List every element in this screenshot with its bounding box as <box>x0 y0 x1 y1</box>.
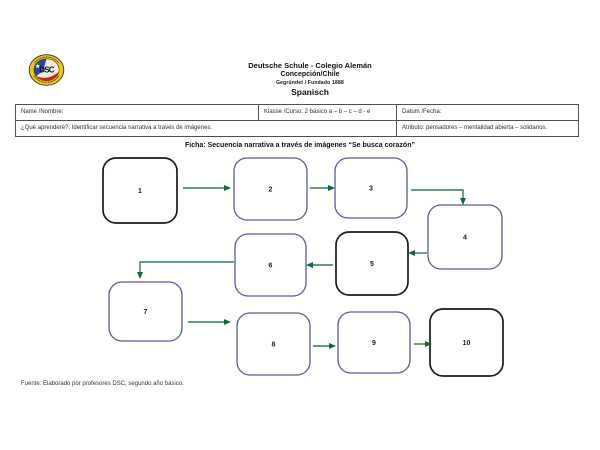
letterhead <box>10 61 600 97</box>
worksheet-title: Ficha: Secuencia narrativa a través de imágenes “Se busca corazón” <box>185 142 415 149</box>
date-field: Datum /Fecha: <box>396 105 578 120</box>
box-number-2: 2 <box>268 186 273 194</box>
arrow-6-7 <box>140 262 234 273</box>
box-number-3: 3 <box>369 185 373 193</box>
box-number-1: 1 <box>138 188 142 195</box>
attribute-field: Atributo: pensadores – mentalidad abierta – solidarios. <box>396 120 578 136</box>
subject-title: Spanisch <box>291 87 329 97</box>
box-number-4: 4 <box>463 234 467 242</box>
box-number-6: 6 <box>268 262 273 270</box>
box-number-7: 7 <box>143 309 148 316</box>
box-number-5: 5 <box>370 261 374 268</box>
logo-monogram: DSC <box>39 65 54 75</box>
name-field: Name /Nombre: <box>21 109 64 115</box>
school-founded: Gegründet / Fundado 1888 <box>276 80 344 86</box>
box-number-10: 10 <box>462 340 471 347</box>
objective-field: ¿Qué aprenderé?: Identificar secuencia narrativa a través de imágenes. <box>16 120 396 136</box>
class-field: Klasse /Curso: 2 básico a – b – c – d - e <box>258 105 396 120</box>
source-note: Fuente: Elaborado por profesores DSC, segundo año básico. <box>21 381 184 387</box>
info-table <box>15 104 579 137</box>
box-number-8: 8 <box>271 341 276 349</box>
school-city: Concepción/Chile <box>280 71 340 78</box>
sequence-diagram <box>0 150 600 390</box>
arrow-3-4 <box>411 190 463 199</box>
school-name: Deutsche Schule - Colegio Alemán <box>248 61 372 70</box>
box-number-9: 9 <box>372 340 376 347</box>
